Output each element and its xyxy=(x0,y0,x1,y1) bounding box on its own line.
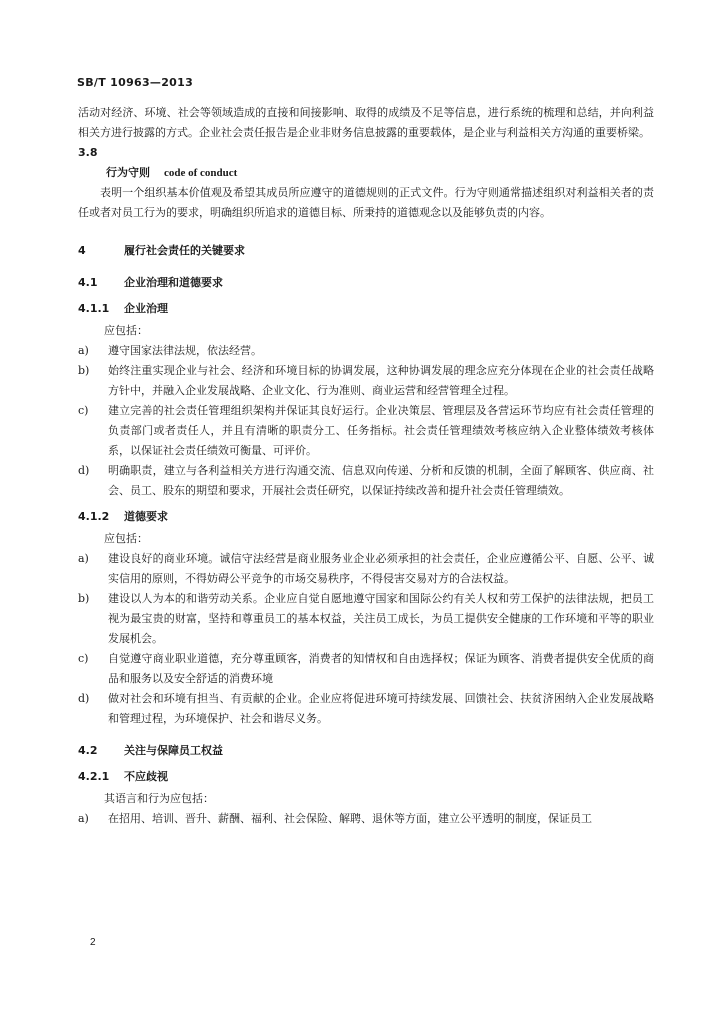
list-text: 建设以人为本的和谐劳动关系。企业应自觉自愿地遵守国家和国际公约有关人权和劳工保护的法律法规，把员工视为最宝贵的财富，坚持和尊重员工的基本权益，关注员工成长，为员工提供安全健康的工作环境和平等的职业发展机会。 xyxy=(108,592,654,645)
section-number: 4.1.1 xyxy=(78,302,110,315)
section-number: 4.2.1 xyxy=(78,770,110,783)
list-marker: a) xyxy=(78,344,89,357)
list-item xyxy=(78,461,654,501)
term-title-en: code of conduct xyxy=(164,167,238,179)
section-title: 关注与保障员工权益 xyxy=(124,744,223,757)
requirements-list-4-1-1 xyxy=(78,341,654,501)
list-text: 建设良好的商业环境。诚信守法经营是商业服务业企业必须承担的社会责任，企业应遵循公平、自愿、公平、诚实信用的原则，不得妨碍公平竞争的市场交易秩序，不得侵害交易对方的合法权益。 xyxy=(108,552,654,585)
section-heading-4-1-2 xyxy=(78,507,654,527)
list-item xyxy=(78,649,654,689)
list-marker: b) xyxy=(78,592,90,605)
section-number: 4.1 xyxy=(78,276,98,289)
list-text: 始终注重实现企业与社会、经济和环境目标的协调发展，这种协调发展的理念应充分体现在企业的社会责任战略方针中，并融入企业发展战略、企业文化、行为准则、商业运营和经营管理全过程。 xyxy=(108,364,654,397)
list-marker: c) xyxy=(78,652,89,665)
list-item xyxy=(78,361,654,401)
standard-number-header: SB/T 10963—2013 xyxy=(77,76,194,89)
list-text: 遵守国家法律法规，依法经营。 xyxy=(108,344,262,357)
term-definition: 表明一个组织基本价值观及希望其成员所应遵守的道德规则的正式文件。行为守则通常描述组织对利益相关者的责任或者对员工行为的要求，明确组织所追求的道德目标、所秉持的道德观念以及能够负责的内容。 xyxy=(78,186,654,219)
list-item xyxy=(78,589,654,649)
page-number: 2 xyxy=(90,937,96,948)
list-item xyxy=(78,549,654,589)
list-text: 在招用、培训、晋升、薪酬、福利、社会保险、解聘、退休等方面，建立公平透明的制度，保证员工 xyxy=(108,812,592,825)
list-marker: b) xyxy=(78,364,90,377)
section-heading-4-2 xyxy=(78,741,654,761)
term-title-zh: 行为守则 xyxy=(106,166,150,179)
list-item xyxy=(78,341,654,361)
list-marker: d) xyxy=(78,692,90,705)
section-title: 道德要求 xyxy=(124,510,168,523)
list-intro: 其语言和行为应包括： xyxy=(104,792,214,805)
list-item xyxy=(78,401,654,461)
list-text: 建立完善的社会责任管理组织架构并保证其良好运行。企业决策层、管理层及各营运环节均应有社会责任管理的负责部门或者责任人，并且有清晰的职责分工、任务指标。社会责任管理绩效考核应纳入企业整体绩效考核体系，以保证社会责任绩效可衡量、可评价。 xyxy=(108,404,654,457)
term-title xyxy=(78,163,654,183)
list-intro: 应包括： xyxy=(104,532,148,545)
continuation-paragraph: 活动对经济、环境、社会等领域造成的直接和间接影响、取得的成绩及不足等信息，进行系统的梳理和总结，并向利益相关方进行披露的方式。企业社会责任报告是企业非财务信息披露的重要载体，是企业与利益相关方沟通的重要桥梁。 xyxy=(78,106,654,139)
document-body xyxy=(78,103,654,829)
section-title: 履行社会责任的关键要求 xyxy=(124,244,245,257)
list-marker: a) xyxy=(78,812,89,825)
requirements-list-4-2-1 xyxy=(78,809,654,829)
list-item xyxy=(78,689,654,729)
list-text: 明确职责，建立与各利益相关方进行沟通交流、信息双向传递、分析和反馈的机制，全面了解顾客、供应商、社会、员工、股东的期望和要求，开展社会责任研究，以保证持续改善和提升社会责任管理绩效。 xyxy=(108,464,654,497)
term-number: 3.8 xyxy=(78,146,98,159)
list-marker: c) xyxy=(78,404,89,417)
section-heading-4-1 xyxy=(78,273,654,293)
section-number: 4.2 xyxy=(78,744,98,757)
section-number: 4.1.2 xyxy=(78,510,110,523)
section-title: 企业治理和道德要求 xyxy=(124,276,223,289)
section-heading-4-1-1 xyxy=(78,299,654,319)
list-marker: d) xyxy=(78,464,90,477)
list-text: 做对社会和环境有担当、有贡献的企业。企业应将促进环境可持续发展、回馈社会、扶贫济困纳入企业发展战略和管理过程，为环境保护、社会和谐尽义务。 xyxy=(108,692,654,725)
section-number: 4 xyxy=(78,244,86,257)
list-item xyxy=(78,809,654,829)
list-text: 自觉遵守商业职业道德，充分尊重顾客，消费者的知情权和自由选择权；保证为顾客、消费者提供安全优质的商品和服务以及安全舒适的消费环境 xyxy=(108,652,654,685)
requirements-list-4-1-2 xyxy=(78,549,654,729)
section-heading-4 xyxy=(78,241,654,261)
section-title: 不应歧视 xyxy=(124,770,168,783)
list-intro: 应包括： xyxy=(104,324,148,337)
list-marker: a) xyxy=(78,552,89,565)
section-heading-4-2-1 xyxy=(78,767,654,787)
section-title: 企业治理 xyxy=(124,302,168,315)
